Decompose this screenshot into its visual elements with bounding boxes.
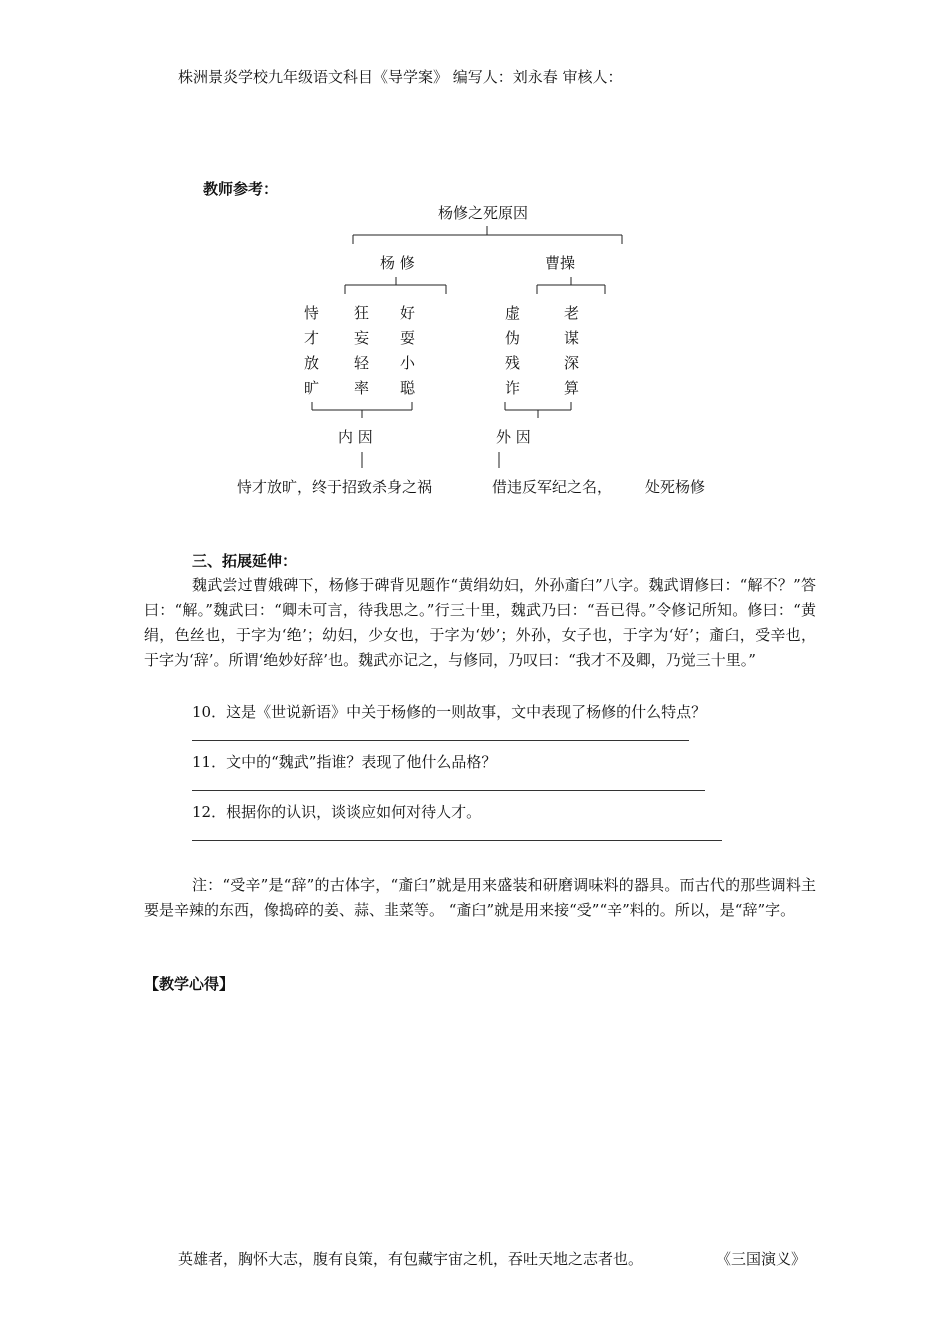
trait-char: 旷 — [304, 379, 320, 397]
trait-char: 恃 — [304, 304, 320, 322]
reflection-title: 【教学心得】 — [144, 975, 235, 993]
trait-char: 虚 — [505, 304, 521, 322]
trait-char: 率 — [354, 379, 370, 397]
trait-char: 好 — [400, 304, 416, 322]
trait-char: 聪 — [400, 379, 416, 397]
question-11: 11．文中的“魏武”指谁？表现了他什么品格？ — [192, 753, 497, 771]
footer-source: 《三国演义》 — [716, 1250, 807, 1268]
diagram-outer-cause: 外 因 — [496, 428, 531, 446]
trait-char: 伪 — [505, 329, 521, 347]
trait-char: 狂 — [354, 304, 370, 322]
extension-passage: 魏武尝过曹娥碑下，杨修于碑背见题作“黄绢幼妇，外孙齑臼”八字。魏武谓修曰：“解不？”答曰：“解。”魏武曰：“卿未可言，待我思之。”行三十里，魏武乃曰：“吾已得。”令修记所知。修曰：“黄绢，色丝也，于字为‘绝’；幼妇，少女也，于字为‘妙’；外孙，女子也，于字为‘好’；齑臼，受辛也，于字为‘辞’。所谓‘绝妙好辞’也。魏武亦记之，与修同，乃叹曰：“我才不及卿，乃觉三十里。” — [144, 576, 816, 669]
trait-char: 诈 — [505, 379, 521, 397]
trait-char: 小 — [400, 354, 416, 372]
trait-char: 轻 — [354, 354, 370, 372]
trait-char: 谋 — [564, 329, 580, 347]
cause-diagram-lines — [0, 0, 950, 520]
diagram-outer-result-b: 处死杨修 — [645, 478, 706, 496]
extension-title: 三、拓展延伸： — [192, 552, 298, 570]
diagram-inner-cause: 内 因 — [338, 428, 373, 446]
trait-char: 放 — [304, 354, 320, 372]
footer-quote: 英雄者，胸怀大志，腹有良策，有包藏宇宙之机，吞吐天地之志者也。 — [178, 1250, 644, 1268]
note-paragraph: 注：“受辛”是“辞”的古体字，“齑臼”就是用来盛装和研磨调味料的器具。而古代的那些调料主要是辛辣的东西，像捣碎的姜、蒜、韭菜等。 “齑臼”就是用来接“受”“辛”料的。所以，是“辞”字。 — [144, 876, 816, 919]
question-10: 10．这是《世说新语》中关于杨修的一则故事，文中表现了杨修的什么特点？ — [192, 703, 707, 721]
answer-line-12[interactable] — [192, 840, 722, 841]
trait-char: 残 — [505, 354, 521, 372]
trait-char: 老 — [564, 304, 580, 322]
diagram-inner-result: 恃才放旷，终于招致杀身之祸 — [237, 478, 433, 496]
diagram-branch-yangxiu: 杨 修 — [380, 254, 415, 272]
trait-char: 耍 — [400, 329, 416, 347]
trait-char: 算 — [564, 379, 580, 397]
page-header: 株洲景炎学校九年级语文科目《导学案》 编写人：刘永春 审核人： — [178, 68, 623, 86]
trait-char: 妄 — [354, 329, 370, 347]
answer-line-10[interactable] — [192, 740, 689, 741]
diagram-branch-caocao: 曹操 — [545, 254, 576, 272]
trait-char: 深 — [564, 354, 580, 372]
teacher-ref-title: 教师参考： — [203, 180, 279, 198]
diagram-root: 杨修之死原因 — [438, 204, 529, 222]
diagram-outer-result-a: 借违反军纪之名， — [492, 478, 613, 496]
answer-line-11[interactable] — [192, 790, 705, 791]
question-12: 12．根据你的认识，谈谈应如何对待人才。 — [192, 803, 482, 821]
trait-char: 才 — [304, 329, 320, 347]
